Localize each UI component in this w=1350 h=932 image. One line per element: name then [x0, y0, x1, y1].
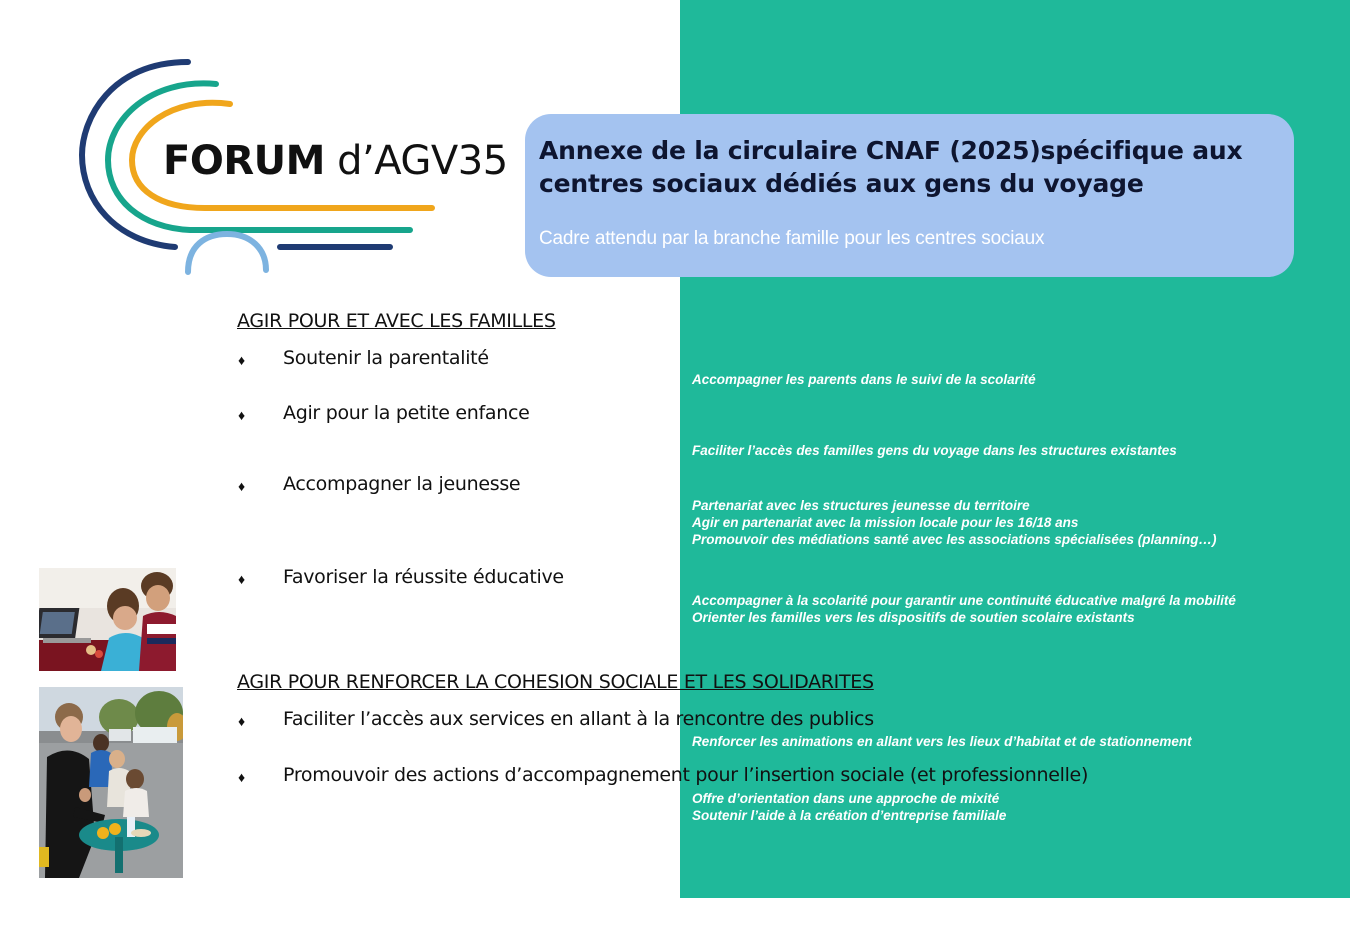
item-label-petite-enfance: Agir pour la petite enfance [283, 402, 530, 424]
note-line: Faciliter l’accès des familles gens du voyage dans les structures existantes [692, 443, 1177, 458]
note-petite-enfance [692, 442, 1177, 459]
logo-text-bold: FORUM [163, 138, 325, 184]
page-subtitle: Cadre attendu par la branche famille pour les centres sociaux [539, 228, 1045, 249]
section-heading-families: AGIR POUR ET AVEC LES FAMILLES [237, 310, 556, 332]
logo-text-rest: d’AGV35 [337, 138, 508, 184]
note-insertion [692, 790, 1006, 824]
page-title: Annexe de la circulaire CNAF (2025)spécifique aux centres sociaux dédiés aux gens du voyage [539, 136, 1243, 198]
note-jeunesse [692, 497, 1216, 548]
note-line: Accompagner à la scolarité pour garantir une continuité éducative malgré la mobilité [692, 593, 1236, 608]
note-line: Offre d’orientation dans une approche de mixité [692, 791, 1000, 806]
note-line: Accompagner les parents dans le suivi de la scolarité [692, 372, 1036, 387]
note-line: Partenariat avec les structures jeunesse du territoire [692, 498, 1030, 513]
logo-text [163, 138, 508, 184]
note-parentalite [692, 371, 1036, 388]
diamond-bullet-icon: ♦ [238, 571, 246, 587]
item-label-parentalite: Soutenir la parentalité [283, 347, 489, 369]
item-label-acces-services: Faciliter l’accès aux services en allant à la rencontre des publics [283, 708, 874, 730]
note-line: Promouvoir des médiations santé avec les associations spécialisées (planning…) [692, 532, 1217, 547]
item-label-reussite-educative: Favoriser la réussite éducative [283, 566, 564, 588]
item-label-jeunesse: Accompagner la jeunesse [283, 473, 521, 495]
title-box [525, 114, 1294, 277]
item-label-insertion: Promouvoir des actions d’accompagnement pour l’insertion sociale (et professionnelle) [283, 764, 1089, 786]
note-line: Renforcer les animations en allant vers les lieux d’habitat et de stationnement [692, 734, 1192, 749]
logo-arc-lightblue [188, 234, 266, 272]
photo-outdoor-activity [39, 687, 183, 878]
diamond-bullet-icon: ♦ [238, 713, 246, 729]
note-line: Orienter les familles vers les dispositifs de soutien scolaire existants [692, 610, 1135, 625]
note-line: Agir en partenariat avec la mission locale pour les 16/18 ans [692, 515, 1079, 530]
note-acces-services [692, 733, 1192, 750]
diamond-bullet-icon: ♦ [238, 407, 246, 423]
section-heading-cohesion: AGIR POUR RENFORCER LA COHESION SOCIALE ET LES SOLIDARITES [237, 671, 874, 693]
diamond-bullet-icon: ♦ [238, 352, 246, 368]
diamond-bullet-icon: ♦ [238, 478, 246, 494]
photo-children-laptop [39, 568, 176, 671]
note-line: Soutenir l’aide à la création d’entreprise familiale [692, 808, 1007, 823]
diamond-bullet-icon: ♦ [238, 769, 246, 785]
note-reussite-educative [692, 592, 1236, 626]
